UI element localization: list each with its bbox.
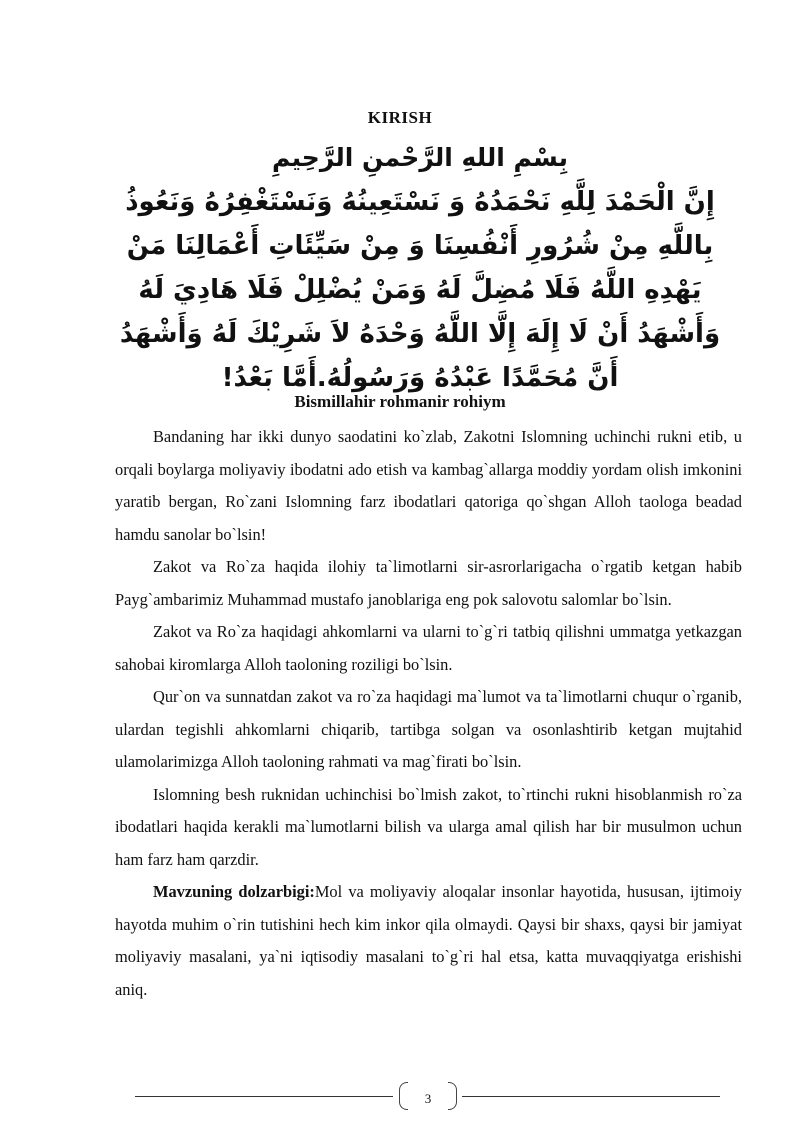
- paragraph: Qur`on va sunnatdan zakot va ro`za haqidagi ma`lumot va ta`limotlarni chuqur o`rganib, ulardan tegishli ahkomlarni chiqarib, tartibga solgan va osonlashtirib ketgan mujtahid ulamolarimizga Alloh taoloning rahmati va mag`firati bo`lsin.: [115, 687, 742, 771]
- footer-rule-right: [462, 1096, 720, 1097]
- arabic-basmala: بِسْمِ اللهِ الرَّحْمنِ الرَّحِيمِ: [272, 143, 568, 172]
- relevance-paragraph: [115, 876, 742, 1006]
- page-number: 3: [424, 1091, 432, 1106]
- relevance-label: Mavzuning dolzarbigi:: [153, 882, 315, 901]
- arabic-khutba: إِنَّ الْحَمْدَ لِلَّهِ نَحْمَدُهُ وَ نَسْتَعِينُهُ وَنَسْتَغْفِرُهُ وَنَعُوذُ بِاللَّهِ مِنْ شُرُورِ أَنْفُسِنَا وَ مِنْ سَيِّئَاتِ أَعْمَالِنَا مَنْ يَهْدِهِ اللَّهُ فَلَا مُضِلَّ لَهُ وَمَنْ يُضْلِلْ فَلَا هَادِيَ لَهُ وَأَشْهَدُ أَنْ لَا إِلَهَ إِلَّا اللَّهُ وَحْدَهُ لاَ شَرِيْكَ لَهُ وَأَشْهَدُ أَنَّ مُحَمَّدًا عَبْدُهُ وَرَسُولُهُ.أَمَّا بَعْدُ!: [119, 187, 721, 393]
- section-heading: KIRISH: [367, 108, 433, 127]
- paragraph: Zakot va Ro`za haqida ilohiy ta`limotlarni sir-asrorlarigacha o`rgatib ketgan habib Payg`ambarimiz Muhammad mustafo janoblariga eng pok salovotu salomlar bo`lsin.: [115, 557, 742, 609]
- arabic-opening: [110, 136, 730, 400]
- paragraph: Zakot va Ro`za haqidagi ahkomlarni va ularni to`g`ri tatbiq qilishni ummatga yetkazgan sahobai kiromlarga Alloh taoloning roziligi bo`lsin.: [115, 622, 742, 674]
- paragraph: Bandaning har ikki dunyo saodatini ko`zlab, Zakotni Islomning uchinchi rukni etib, u orqali boylarga moliyaviy ibodatni ado etish va kambag`allarga moddiy yordam olish imkonini yaratib bergan, Ro`zani Islomning farz ibodatlari qatoriga qo`shgan Alloh taologa beadad hamdu sanolar bo`lsin!: [115, 427, 742, 544]
- footer-rule-left: [135, 1096, 393, 1097]
- basmala-transliteration: Bismillahir rohmanir rohiym: [294, 392, 506, 411]
- page-number-frame: [399, 1082, 457, 1110]
- relevance-text: Mol va moliyaviy aloqalar insonlar hayotida, hususan, ijtimoiy hayotda muhim o`rin tutishini hech kim inkor qila olmaydi. Qaysi bir shaxs, qaysi bir jamiyat moliyaviy masalani, ya`ni iqtisodiy masalani to`g`ri hal etsa, katta muvaqqiyatga erishishi aniq.: [115, 882, 742, 999]
- body-text: [115, 421, 742, 1006]
- paragraph: Islomning besh ruknidan uchinchisi bo`lmish zakot, to`rtinchi rukni hisoblanmish ro`za ibodatlari haqida kerakli ma`lumotlarni bilish va ularga amal qilish har bir musulmon uchun ham farz ham qarzdir.: [115, 784, 742, 869]
